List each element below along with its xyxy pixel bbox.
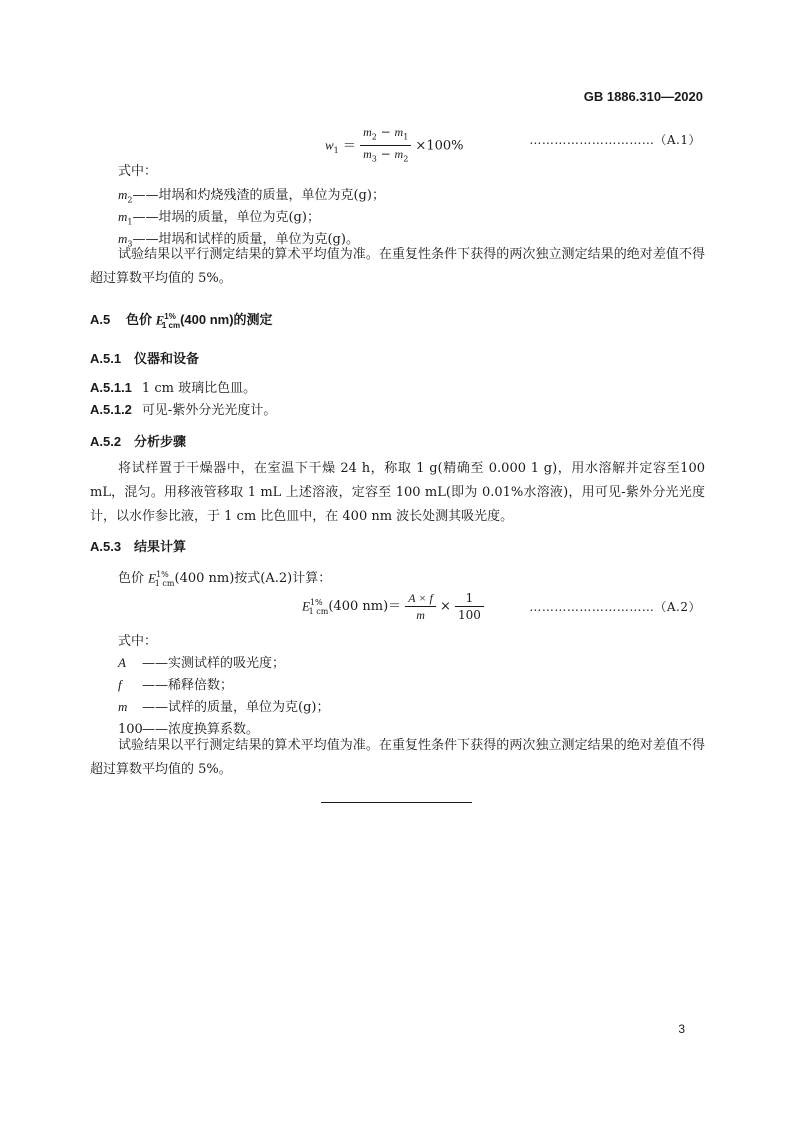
def-text: ——稀释倍数； <box>142 678 234 693</box>
def-symbol-sub: 2 <box>127 195 133 205</box>
def-text: ——坩埚的质量，单位为克(g)； <box>132 210 320 225</box>
def-text: ——试样的质量，单位为克(g)； <box>142 700 330 715</box>
def-symbol: A <box>118 655 126 670</box>
item-number: A.5.1.1 <box>90 380 132 395</box>
result-paragraph-1: 试验结果以平行测定结果的算术平均值为准。在重复性条件下获得的两次独立测定结果的绝对差值不得超过算数平均值的 5%。 <box>90 247 705 286</box>
eq1-den-a: m <box>363 147 372 162</box>
def-symbol: m <box>118 187 128 202</box>
item-a511 <box>90 377 256 396</box>
section-title: 仪器和设备 <box>134 351 200 366</box>
page-number: 3 <box>678 1022 685 1036</box>
eq1-den-b: m <box>394 147 404 162</box>
equation-a1 <box>325 124 463 168</box>
where-label-1: 式中： <box>118 164 158 179</box>
e-sup: 1% <box>164 311 176 321</box>
calc-intro <box>118 567 331 588</box>
section-heading-a53 <box>90 536 186 555</box>
result-paragraph-2: 试验结果以平行测定结果的算术平均值为准。在重复性条件下获得的两次独立测定结果的绝对差值不得超过算数平均值的 5%。 <box>90 738 705 777</box>
item-number: A.5.1.2 <box>90 402 132 417</box>
eq1-num-a-sub: 2 <box>371 132 377 142</box>
section-number: A.5 <box>90 312 111 327</box>
eq2-f2-den: 100 <box>458 608 481 622</box>
item-text: 1 cm 玻璃比色皿。 <box>141 381 257 396</box>
eq1-num-b: m <box>394 125 404 139</box>
heading-post: (400 nm)的测定 <box>180 312 273 327</box>
eq1-tail: ×100% <box>415 138 464 154</box>
section-heading-a5 <box>90 309 273 330</box>
e-sub: 1 cm <box>161 320 181 330</box>
e-symbol: E <box>155 312 165 327</box>
def-row <box>118 184 385 205</box>
heading-pre: 色价 <box>126 312 156 327</box>
eq2-lhs-post: (400 nm)＝ <box>328 599 402 614</box>
section-heading-a51 <box>90 348 199 367</box>
def-text: ——实测试样的吸光度； <box>142 656 286 671</box>
eq2-f2-num: 1 <box>455 590 484 607</box>
eq1-den-op: − <box>376 147 395 162</box>
def-row <box>118 696 329 715</box>
eq1-den-a-sub: 3 <box>371 154 377 164</box>
equation-a2 <box>302 590 484 623</box>
def-symbol: m <box>118 231 128 246</box>
calc-intro-pre: 色价 <box>118 571 149 586</box>
where-label-2: 式中： <box>118 634 158 649</box>
def-symbol-sub: 1 <box>127 217 133 227</box>
def-row <box>118 652 285 671</box>
section-title: 结果计算 <box>134 539 187 554</box>
e-symbol: E <box>148 570 157 585</box>
eq2-fraction-2 <box>455 590 484 623</box>
eq1-den-b-sub: 2 <box>403 154 409 164</box>
e-sub: 1 cm <box>308 606 329 616</box>
e-sup: 1% <box>309 597 323 607</box>
def-symbol: m <box>118 699 128 714</box>
e-symbol: E <box>302 598 310 613</box>
def-symbol: 100 <box>118 722 143 737</box>
def-text: ——坩埚和试样的质量，单位为克(g)。 <box>132 232 359 247</box>
section-heading-a52 <box>90 431 186 450</box>
item-a512 <box>90 399 276 418</box>
section-title: 分析步骤 <box>134 434 187 449</box>
def-symbol: f <box>118 677 122 692</box>
eq2-f1-den: m <box>416 608 425 622</box>
eq2-fraction-1 <box>405 590 436 623</box>
equation-a1-ref: …………………………（A.1） <box>529 133 701 147</box>
def-row <box>118 674 233 693</box>
equation-a2-ref: …………………………（A.2） <box>529 600 701 614</box>
eq2-times: × <box>439 599 451 614</box>
eq1-num-a: m <box>363 125 372 139</box>
e-sub: 1 cm <box>154 578 175 588</box>
procedure-paragraph: 将试样置于干燥器中，在室温下干燥 24 h，称取 1 g(精确至 0.000 1 g)，用水溶解并定容至100 mL，混匀。用移液管移取 1 mL 上述溶液，定容至 100 mL(即为 0.01%水溶液)，用可见-紫外分光光度计，以水作参比液，于 1 cm 比色皿中，在 400 nm 波长处测其吸光度。 <box>90 461 705 524</box>
def-row <box>118 206 320 227</box>
eq2-f1-num: A × f <box>405 590 436 607</box>
def-text: ——浓度换算系数。 <box>142 722 260 737</box>
calc-intro-post: (400 nm)按式(A.2)计算： <box>174 571 332 586</box>
e-sup: 1% <box>156 569 169 579</box>
eq1-lhs-sub: 1 <box>333 145 339 155</box>
item-text: 可见-紫外分光光度计。 <box>141 403 277 418</box>
eq1-fraction <box>360 124 411 168</box>
eq1-num-op: − <box>376 125 395 139</box>
end-rule <box>321 802 472 803</box>
def-symbol: m <box>118 209 128 224</box>
section-number: A.5.3 <box>90 539 122 554</box>
eq1-num-b-sub: 1 <box>403 132 409 142</box>
section-number: A.5.1 <box>90 351 122 366</box>
def-text: ——坩埚和灼烧残渣的质量，单位为克(g)； <box>132 188 385 203</box>
eq1-lhs: w <box>325 137 334 153</box>
def-symbol-sub: 3 <box>127 239 133 249</box>
section-number: A.5.2 <box>90 434 122 449</box>
page-header: GB 1886.310—2020 <box>583 89 703 104</box>
eq1-equals: ＝ <box>342 138 356 154</box>
